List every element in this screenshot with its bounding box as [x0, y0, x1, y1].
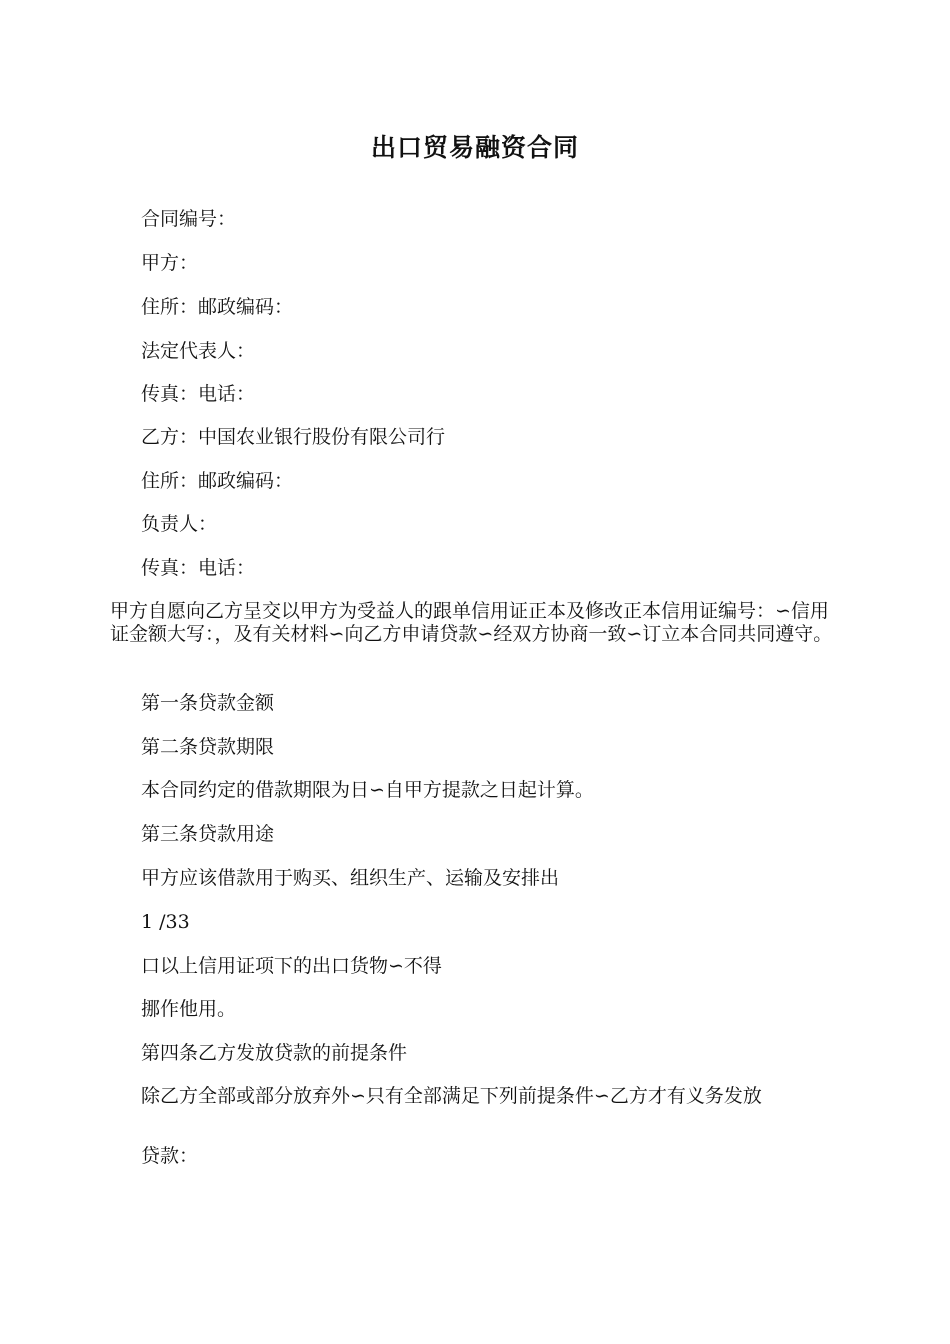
article-3-heading: 第三条贷款用途 [141, 823, 275, 845]
article-4-text: 除乙方全部或部分放弃外∽只有全部满足下列前提条件∽乙方才有义务发放 [141, 1085, 762, 1107]
legal-representative-line: 法定代表人： [141, 340, 256, 362]
article-1-heading: 第一条贷款金额 [141, 692, 275, 714]
article-3-text-2: 口以上信用证项下的出口货物∽不得 [141, 955, 442, 977]
responsible-person-line: 负责人： [141, 513, 218, 535]
article-2-text: 本合同约定的借款期限为日∽自甲方提款之日起计算。 [141, 779, 594, 801]
preamble-paragraph: 甲方自愿向乙方呈交以甲方为受益人的跟单信用证正本及修改正本信用证编号：∽信用证金额大写：，及有关材料∽向乙方申请贷款∽经双方协商一致∽订立本合同共同遵守。 [110, 600, 833, 645]
party-a-line: 甲方： [141, 252, 199, 274]
document-title: 出口贸易融资合同 [370, 133, 579, 162]
article-3-text-1: 甲方应该借款用于购买、组织生产、运输及安排出 [141, 867, 560, 889]
article-3-text-3: 挪作他用。 [141, 998, 237, 1020]
article-2-heading: 第二条贷款期限 [141, 736, 275, 758]
article-4-heading: 第四条乙方发放贷款的前提条件 [141, 1042, 408, 1064]
party-b-address-line: 住所：邮政编码： [141, 470, 294, 492]
party-b-fax-phone-line: 传真：电话： [141, 557, 256, 579]
page-number: 1 /33 [141, 911, 190, 933]
article-4-text-2: 贷款： [141, 1145, 199, 1167]
contract-number-line: 合同编号： [141, 208, 237, 230]
party-a-address-line: 住所：邮政编码： [141, 296, 294, 318]
party-a-fax-phone-line: 传真：电话： [141, 383, 256, 405]
party-b-line: 乙方：中国农业银行股份有限公司行 [141, 426, 446, 448]
